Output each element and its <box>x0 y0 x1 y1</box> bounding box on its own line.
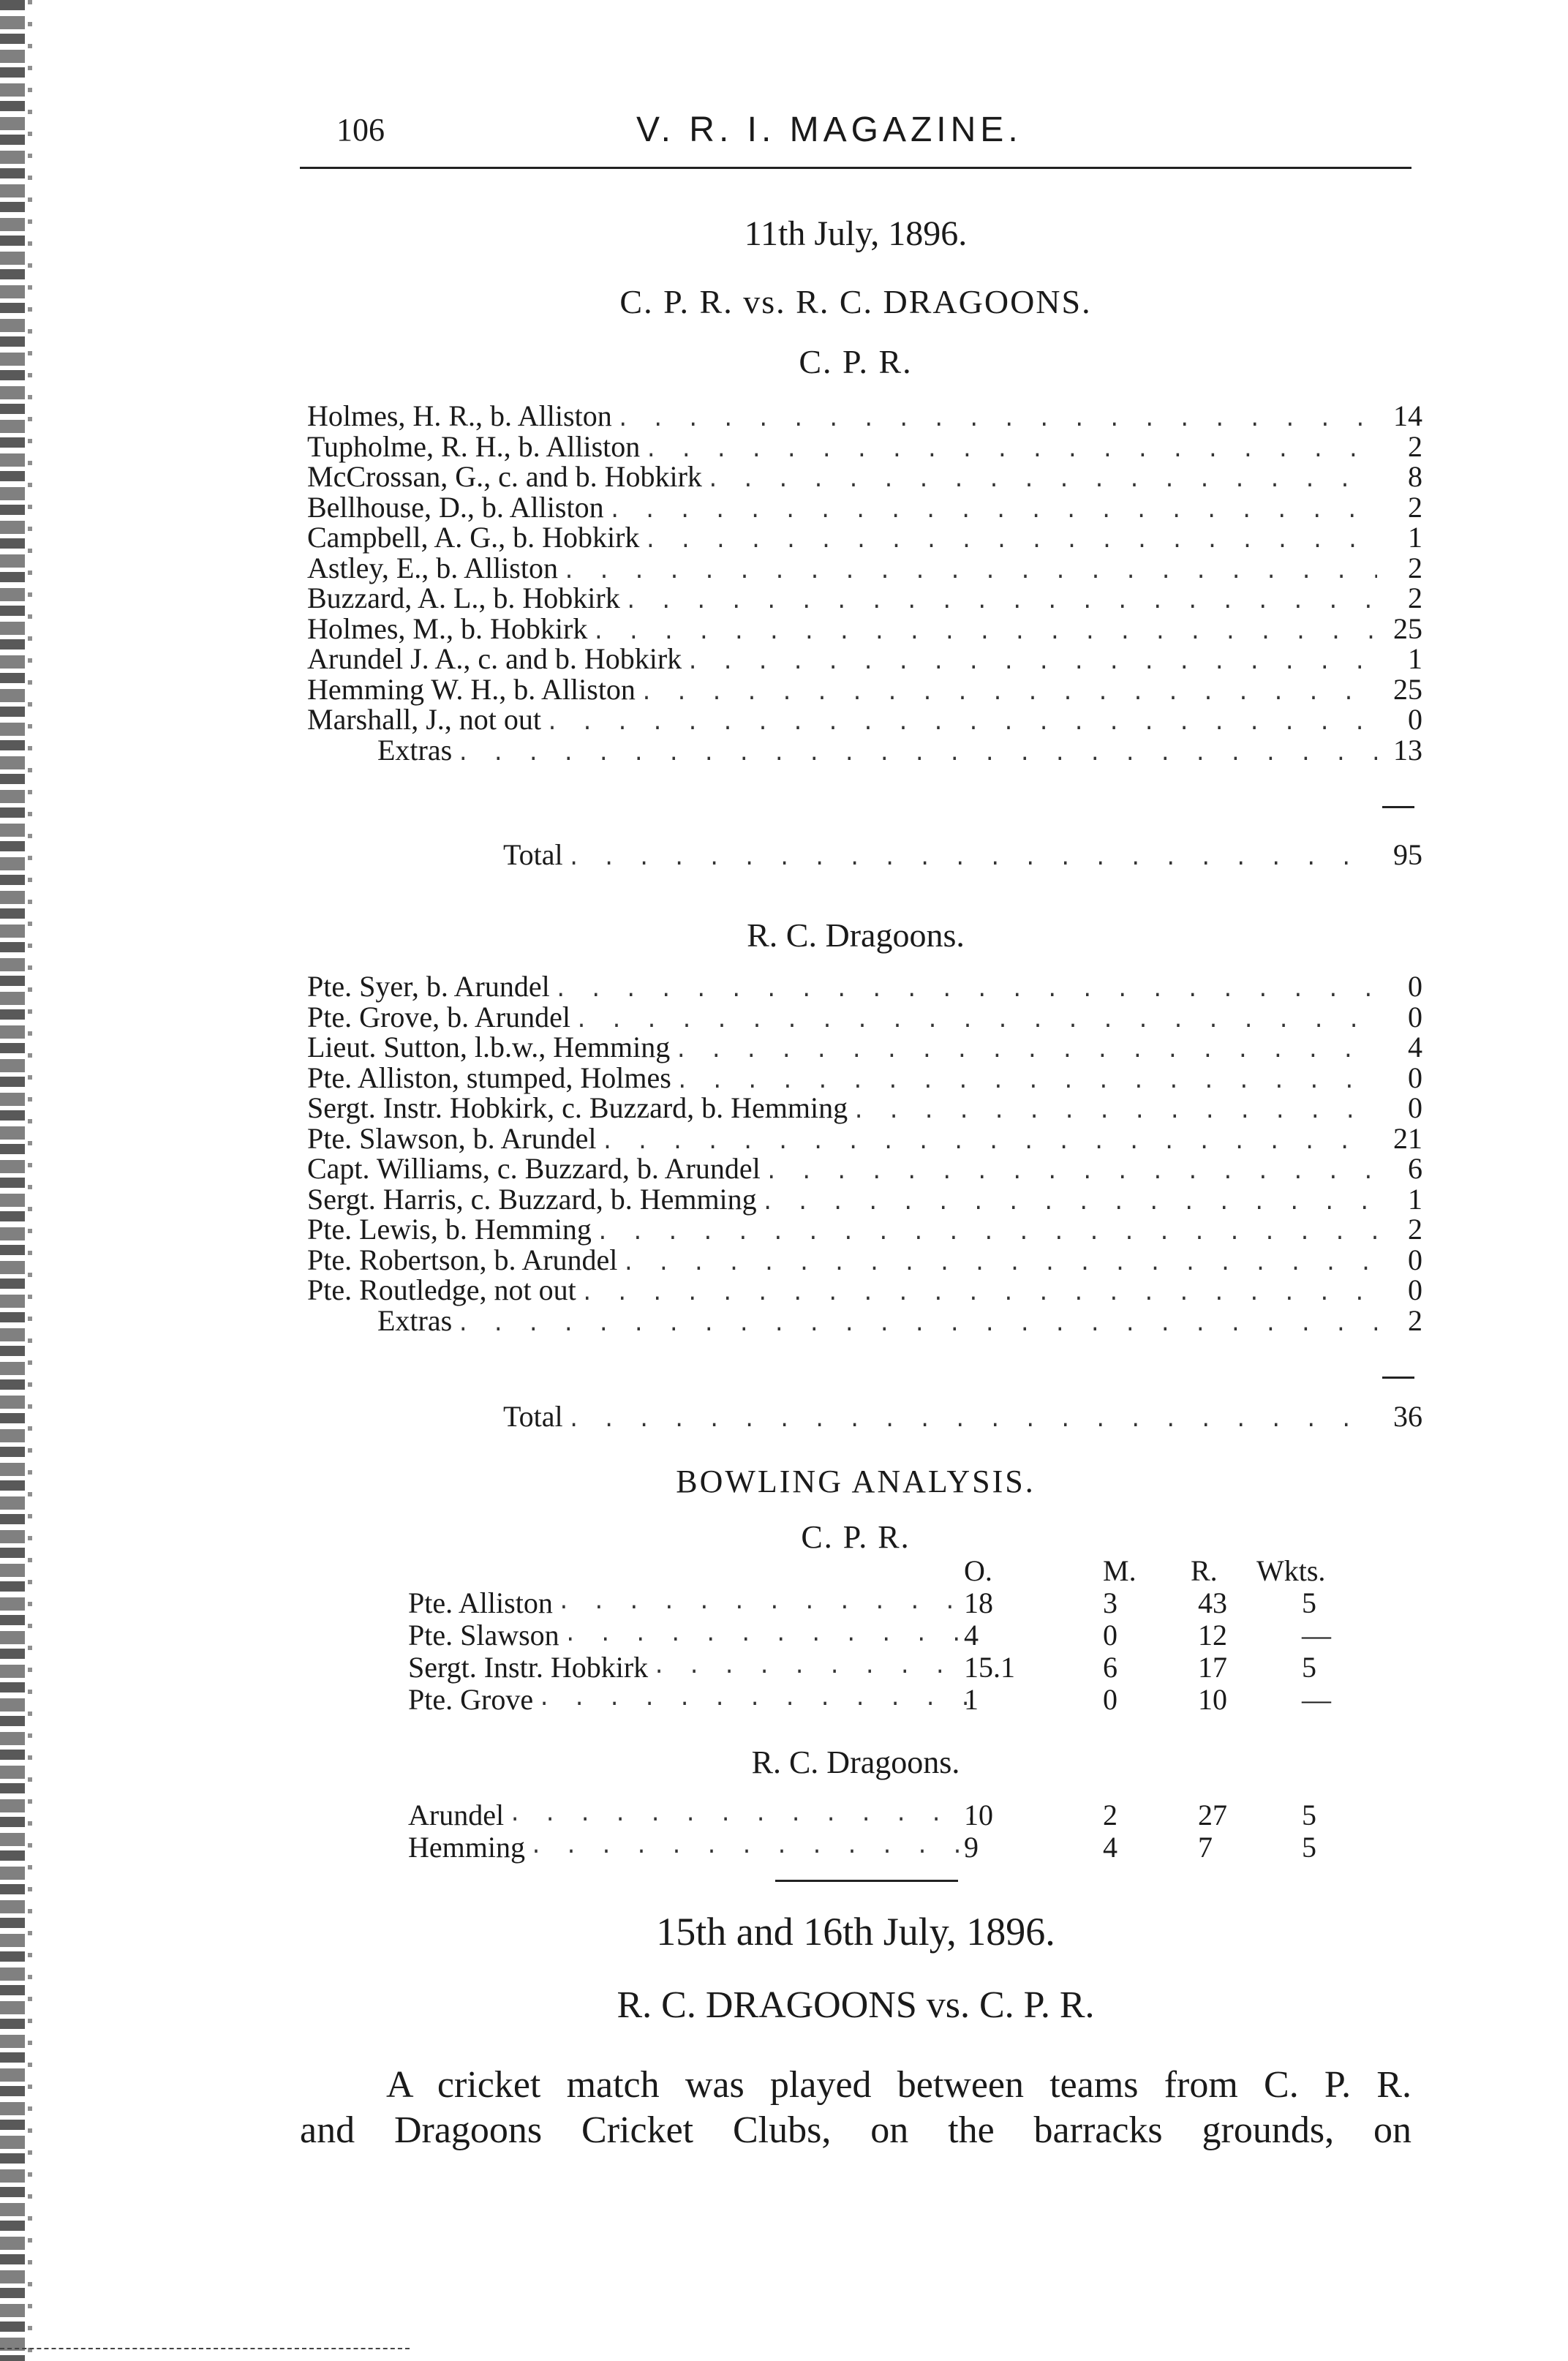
bowling-row: Arundel . . . 10 2 27 5 <box>408 1799 1359 1831</box>
batting-row: Bellhouse, D., b. Alliston . . . 2 <box>307 492 1422 523</box>
innings2-sum-rule <box>1382 1377 1414 1379</box>
col-runs: R. <box>1191 1554 1218 1587</box>
extras-row: Extras . . . 2 <box>307 1306 1422 1336</box>
page-header <box>300 110 1404 154</box>
bowling-analysis-title: BOWLING ANALYSIS. <box>676 1464 1036 1499</box>
page-binding-edge-inner <box>28 0 32 2361</box>
batting-row: Holmes, M., b. Hobkirk . . . 25 <box>307 614 1422 644</box>
page-number: 106 <box>336 112 385 148</box>
innings1-team: C. P. R. <box>799 343 913 380</box>
innings2-batting <box>307 971 1422 1336</box>
match2-paragraph <box>300 2063 1411 2153</box>
innings1-sum-rule <box>1382 806 1414 808</box>
batting-row: Arundel J. A., c. and b. Hobkirk . . . 1 <box>307 644 1422 674</box>
match1-date: 11th July, 1896. <box>744 214 968 253</box>
innings1-total: Total . . . 95 <box>307 840 1422 870</box>
batting-row: Hemming W. H., b. Alliston . . . 25 <box>307 674 1422 705</box>
paragraph-line: A cricket match was played between teams from C. P. R. <box>386 2064 1411 2106</box>
paragraph-line: and Dragoons Cricket Clubs, on the barracks grounds, on <box>300 2109 1411 2151</box>
batting-row: Tupholme, R. H., b. Alliston . . . 2 <box>307 432 1422 462</box>
bowling-team-2: R. C. Dragoons. <box>751 1744 960 1780</box>
bowling-row: Pte. Grove . . . 1 0 10 — <box>408 1684 1359 1716</box>
innings2-total: Total . . . 36 <box>307 1401 1422 1432</box>
header-rule <box>300 167 1411 169</box>
batting-row: Pte. Alliston, stumped, Holmes . . . 0 <box>307 1063 1422 1093</box>
batting-row: Sergt. Instr. Hobkirk, c. Buzzard, b. Hemming . . . 0 <box>307 1093 1422 1123</box>
batting-row: Buzzard, A. L., b. Hobkirk . . . 2 <box>307 583 1422 614</box>
bowling-row: Sergt. Instr. Hobkirk . . . 15.1 6 17 5 <box>408 1652 1359 1684</box>
batting-row: Pte. Syer, b. Arundel . . . 0 <box>307 971 1422 1002</box>
section-divider <box>775 1880 958 1882</box>
page-bottom-rule <box>0 2348 410 2349</box>
match1-title: C. P. R. vs. R. C. DRAGOONS. <box>619 283 1092 320</box>
col-overs: O. <box>964 1554 992 1587</box>
match2-date: 15th and 16th July, 1896. <box>656 1910 1055 1954</box>
col-wickets: Wkts. <box>1256 1554 1326 1587</box>
match2-title: R. C. DRAGOONS vs. C. P. R. <box>617 1984 1095 2026</box>
bowling-row: Pte. Slawson . . . 4 0 12 — <box>408 1619 1359 1652</box>
bowling-table-1 <box>408 1587 1359 1716</box>
bowling-team-1: C. P. R. <box>801 1519 911 1555</box>
bowling-row: Pte. Alliston . . . 18 3 43 5 <box>408 1587 1359 1619</box>
innings2-team: R. C. Dragoons. <box>747 916 965 954</box>
batting-row: McCrossan, G., c. and b. Hobkirk . . . 8 <box>307 462 1422 492</box>
batting-row: Holmes, H. R., b. Alliston . . . 14 <box>307 401 1422 432</box>
batting-row: Marshall, J., not out . . . 0 <box>307 704 1422 735</box>
batting-row: Pte. Slawson, b. Arundel . . . 21 <box>307 1123 1422 1154</box>
batting-row: Astley, E., b. Alliston . . . 2 <box>307 553 1422 584</box>
extras-row: Extras . . . 13 <box>307 735 1422 766</box>
batting-row: Pte. Routledge, not out . . . 0 <box>307 1275 1422 1306</box>
batting-row: Pte. Grove, b. Arundel . . . 0 <box>307 1002 1422 1033</box>
bowling-row: Hemming . . . 9 4 7 5 <box>408 1831 1359 1864</box>
batting-row: Sergt. Harris, c. Buzzard, b. Hemming . . . 1 <box>307 1184 1422 1215</box>
batting-row: Campbell, A. G., b. Hobkirk . . . 1 <box>307 522 1422 553</box>
batting-row: Capt. Williams, c. Buzzard, b. Arundel . . . 6 <box>307 1153 1422 1184</box>
batting-row: Pte. Robertson, b. Arundel . . . 0 <box>307 1245 1422 1276</box>
col-maidens: M. <box>1103 1554 1137 1587</box>
batting-row: Pte. Lewis, b. Hemming . . . 2 <box>307 1214 1422 1245</box>
page-binding-edge <box>0 0 25 2361</box>
innings1-batting <box>307 401 1422 765</box>
bowling-column-headers <box>0 1554 1568 1586</box>
bowling-table-2 <box>408 1799 1359 1864</box>
magazine-title: V. R. I. MAGAZINE. <box>636 110 1022 149</box>
batting-row: Lieut. Sutton, l.b.w., Hemming . . . 4 <box>307 1032 1422 1063</box>
